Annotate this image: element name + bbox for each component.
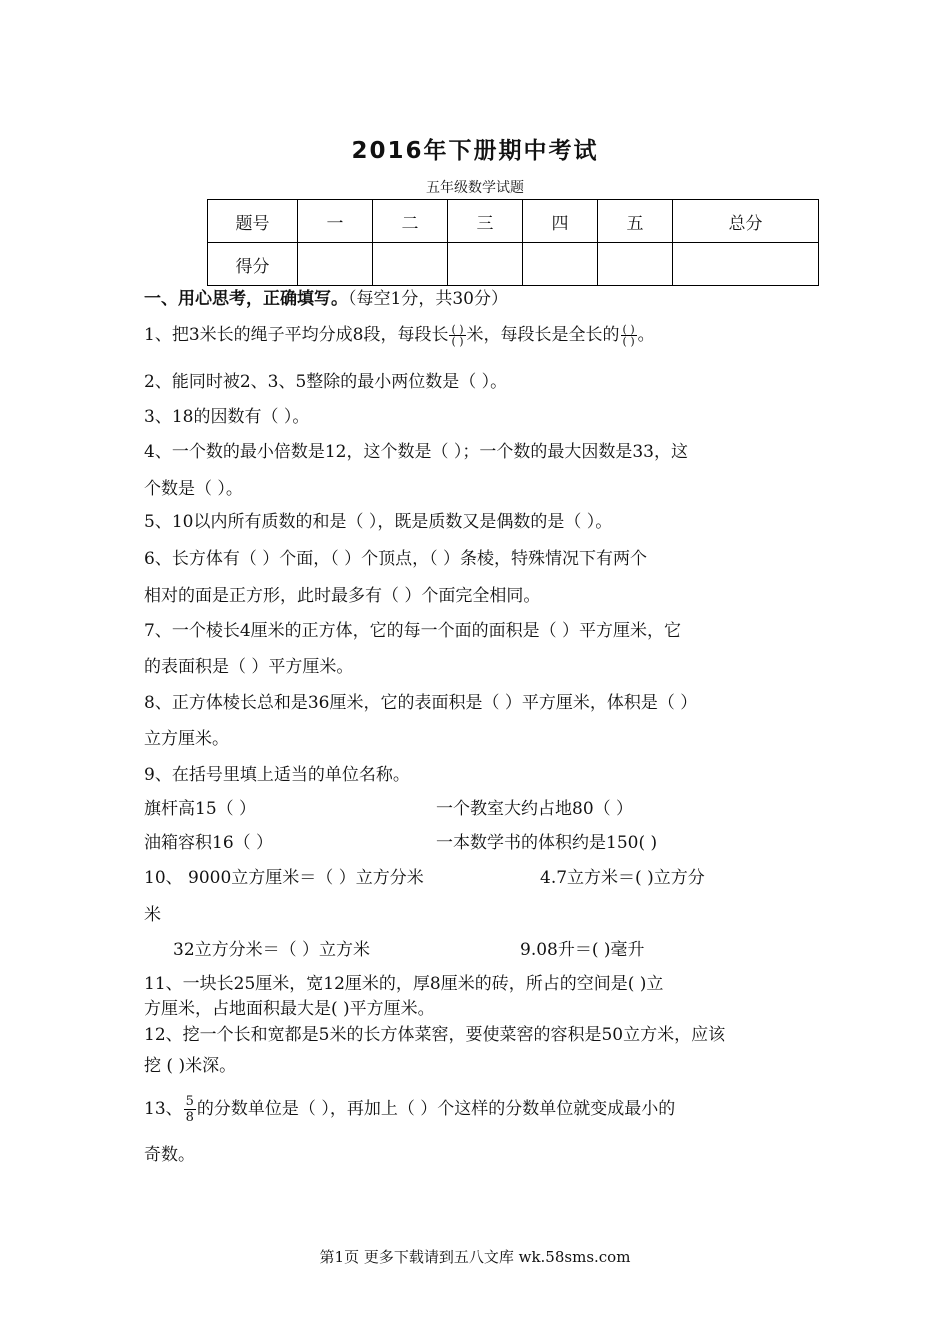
score-row-label: 得分	[208, 243, 298, 286]
question-10-part-2: 4.7立方米＝( )立方分	[540, 868, 705, 888]
score-input-total[interactable]	[673, 243, 819, 286]
question-9-item-1: 旗杆高15（ ）	[144, 799, 257, 819]
q1-text-c: 。	[637, 325, 655, 345]
score-table	[207, 199, 819, 286]
exam-subtitle: 五年级数学试题	[426, 180, 524, 196]
q13-prefix: 13、	[144, 1099, 183, 1119]
question-8-line-2: 立方厘米。	[144, 729, 229, 749]
question-12-line-1: 12、挖一个长和宽都是5米的长方体菜窖，要使菜窖的容积是50立方米，应该	[144, 1025, 726, 1045]
question-10-part-3: 32立方分米＝（ ）立方米	[173, 940, 371, 960]
question-9-item-4: 一本数学书的体积约是150( )	[436, 833, 658, 853]
question-2: 2、能同时被2、3、5整除的最小两位数是（ ）。	[144, 372, 508, 392]
question-5: 5、10以内所有质数的和是（ ），既是质数又是偶数的是（ ）。	[144, 512, 613, 532]
q1-text-b: 米，每段长是全长的	[466, 325, 620, 345]
question-10-part-2-wrap: 米	[144, 905, 161, 925]
question-3: 3、18的因数有（ ）。	[144, 407, 310, 427]
question-13-line-1	[144, 1094, 675, 1125]
question-6-line-2: 相对的面是正方形，此时最多有（ ）个面完全相同。	[144, 586, 541, 606]
question-8-line-1: 8、正方体棱长总和是36厘米，它的表面积是（ ）平方厘米，体积是（ ）	[144, 693, 698, 713]
score-input-4[interactable]	[523, 243, 598, 286]
fraction-blank-1[interactable]: $\frac{( )}{( )}$	[451, 323, 464, 348]
score-cell-4: 四	[523, 200, 598, 243]
question-9-item-2: 一个教室大约占地80（ ）	[436, 799, 634, 819]
question-4-line-2: 个数是（ ）。	[144, 479, 243, 499]
question-6-line-1: 6、长方体有（ ）个面，（ ）个顶点，（ ）条棱，特殊情况下有两个	[144, 549, 648, 569]
question-9-item-3: 油箱容积16（ ）	[144, 833, 274, 853]
score-input-5[interactable]	[598, 243, 673, 286]
score-cell-label: 题号	[208, 200, 298, 243]
q13-text: 的分数单位是（ ），再加上（ ）个这样的分数单位就变成最小的	[196, 1099, 676, 1119]
score-cell-1: 一	[298, 200, 373, 243]
fraction-blank-2[interactable]: $\frac{( )}{( )}$	[622, 323, 635, 348]
question-10-part-4: 9.08升＝( )毫升	[520, 940, 645, 960]
score-cell-5: 五	[598, 200, 673, 243]
score-table-header-row	[208, 200, 819, 243]
question-4-line-1: 4、一个数的最小倍数是12，这个数是（ ）；一个数的最大因数是33，这	[144, 442, 688, 462]
question-11-line-1: 11、一块长25厘米，宽12厘米的，厚8厘米的砖，所占的空间是( )立	[144, 974, 664, 994]
q1-text-a: 1、把3米长的绳子平均分成8段，每段长	[144, 325, 449, 345]
score-input-3[interactable]	[448, 243, 523, 286]
fraction-5-8: $\frac{5}{8}$	[185, 1094, 194, 1125]
question-7-line-1: 7、一个棱长4厘米的正方体，它的每一个面的面积是（ ）平方厘米，它	[144, 621, 682, 641]
question-9: 9、在括号里填上适当的单位名称。	[144, 765, 410, 785]
score-cell-3: 三	[448, 200, 523, 243]
question-10-part-1: 10、 9000立方厘米＝（ ）立方分米	[144, 868, 424, 888]
section-title: 一、用心思考，正确填写。	[144, 289, 348, 309]
question-11-line-2: 方厘米，占地面积最大是( )平方厘米。	[144, 999, 435, 1019]
page-footer: 第1页 更多下载请到五八文库 wk.58sms.com	[319, 1248, 631, 1266]
question-13-line-2: 奇数。	[144, 1145, 195, 1165]
question-7-line-2: 的表面积是（ ）平方厘米。	[144, 657, 354, 677]
score-cell-2: 二	[373, 200, 448, 243]
section-heading	[144, 288, 508, 310]
score-input-1[interactable]	[298, 243, 373, 286]
question-1	[144, 324, 655, 347]
question-12-line-2: 挖 ( )米深。	[144, 1056, 237, 1076]
section-note: （每空1分，共30分）	[348, 289, 508, 309]
score-cell-total: 总分	[673, 200, 819, 243]
score-input-2[interactable]	[373, 243, 448, 286]
exam-title: 2016年下册期中考试	[351, 138, 599, 164]
score-table-score-row	[208, 243, 819, 286]
